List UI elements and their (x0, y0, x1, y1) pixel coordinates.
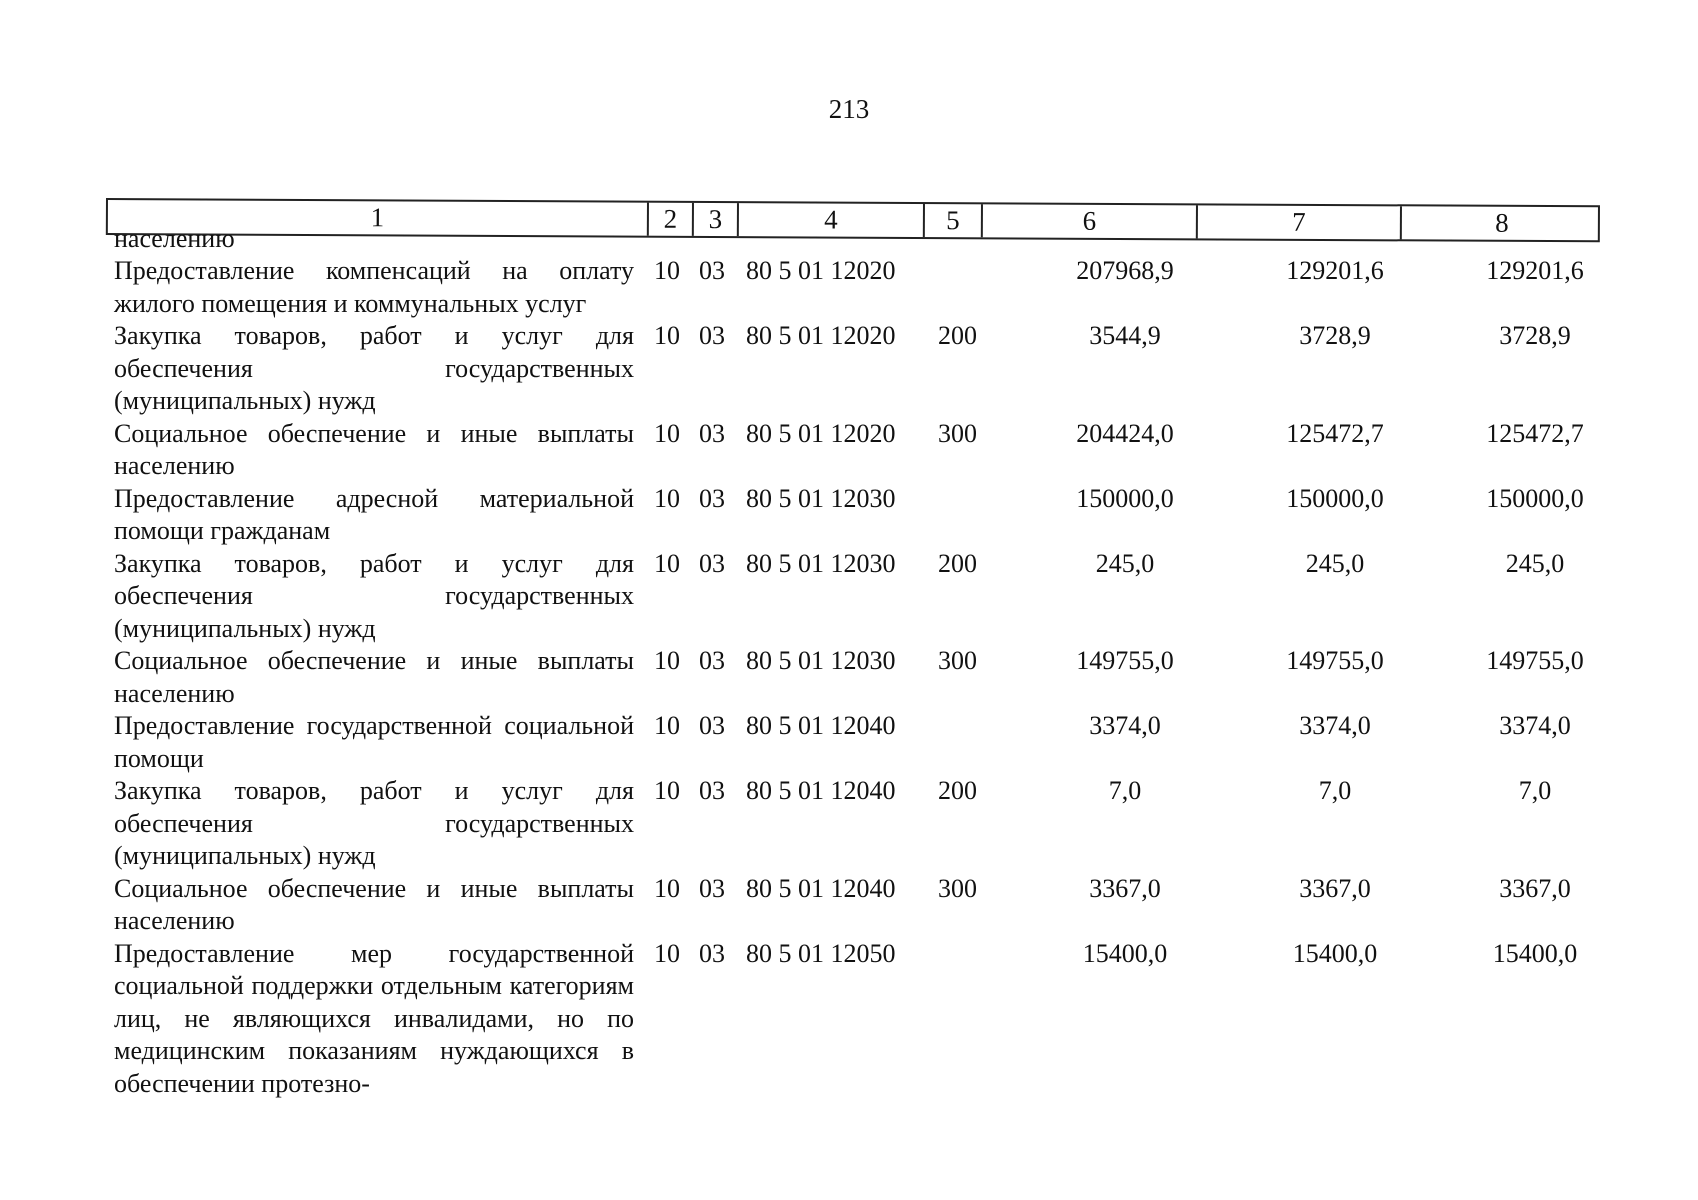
cell-section: 10 (654, 646, 680, 675)
cell-subsection: 03 (699, 548, 725, 578)
table-row (114, 418, 1604, 483)
cell-amount-col6: 3374,0 (1089, 711, 1161, 740)
cell-amount-col7: 3728,9 (1299, 321, 1371, 350)
cell-section: 10 (654, 321, 680, 350)
cell-amount-col6: 204424,0 (1076, 418, 1174, 448)
cell-amount-col8: 245,0 (1505, 548, 1565, 578)
row-description: Предоставление компенсаций на оплату жилого помещения и коммунальных услуг (114, 256, 634, 318)
row-description: Закупка товаров, работ и услуг для обеспечения государственных (муниципальных) нужд (114, 548, 634, 643)
row-description: Закупка товаров, работ и услуг для обеспечения государственных (муниципальных) нужд (114, 321, 634, 415)
cell-amount-col7: 245,0 (1305, 548, 1365, 578)
cell-amount-col6: 149755,0 (1076, 646, 1174, 675)
row-description: Социальное обеспечение и иные выплаты населению (114, 418, 634, 480)
cell-target-code: 80 5 01 12050 (746, 938, 896, 968)
table-row (114, 645, 1604, 710)
row-description: населению (114, 224, 235, 253)
cell-expense-type: 300 (938, 418, 977, 448)
header-col-3: 3 (692, 203, 737, 236)
header-col-1: 1 (370, 202, 385, 233)
cell-target-code: 80 5 01 12040 (746, 776, 896, 805)
cell-subsection: 03 (699, 646, 725, 675)
page-number: 213 (828, 94, 870, 124)
cell-target-code: 80 5 01 12040 (746, 873, 896, 903)
cell-amount-col8: 3367,0 (1499, 873, 1571, 903)
cell-target-code: 80 5 01 12020 (746, 321, 896, 350)
cell-amount-col6: 3367,0 (1089, 873, 1161, 903)
cell-subsection: 03 (699, 483, 725, 513)
cell-amount-col8: 129201,6 (1486, 256, 1584, 285)
cell-amount-col6: 245,0 (1095, 548, 1155, 578)
row-description: Социальное обеспечение и иные выплаты населению (114, 873, 634, 935)
header-col-7: 7 (1196, 205, 1400, 239)
cell-amount-col8: 150000,0 (1486, 483, 1584, 513)
cell-section: 10 (654, 938, 680, 968)
row-description: Предоставление государственной социальной помощи (114, 711, 634, 773)
row-description: Закупка товаров, работ и услуг для обеспечения государственных (муниципальных) нужд (114, 776, 634, 870)
table-row (114, 320, 1604, 418)
cell-section: 10 (654, 873, 680, 903)
row-description: Предоставление адресной материальной помощи гражданам (114, 483, 634, 545)
cell-amount-col6: 3544,9 (1089, 321, 1161, 350)
cell-amount-col6: 150000,0 (1076, 483, 1174, 513)
cell-section: 10 (654, 776, 680, 805)
table-row (114, 775, 1604, 873)
cell-amount-col8: 3728,9 (1499, 321, 1571, 350)
cell-amount-col6: 7,0 (1108, 776, 1142, 805)
cell-subsection: 03 (699, 256, 725, 285)
row-description: Социальное обеспечение и иные выплаты населению (114, 646, 634, 708)
cell-expense-type: 200 (938, 321, 977, 350)
header-col-8: 8 (1400, 206, 1602, 240)
cell-amount-col8: 149755,0 (1486, 646, 1584, 675)
cell-amount-col8: 125472,7 (1486, 418, 1584, 448)
cell-amount-col7: 129201,6 (1286, 256, 1384, 285)
cell-amount-col6: 207968,9 (1076, 256, 1174, 285)
table-row (114, 710, 1604, 775)
cell-amount-col8: 7,0 (1518, 776, 1552, 805)
cell-section: 10 (654, 256, 680, 285)
cell-section: 10 (654, 548, 680, 578)
cell-expense-type: 200 (938, 776, 977, 805)
cell-target-code: 80 5 01 12020 (746, 256, 896, 285)
cell-amount-col6: 15400,0 (1082, 938, 1168, 968)
cell-amount-col7: 149755,0 (1286, 646, 1384, 675)
cell-target-code: 80 5 01 12030 (746, 548, 896, 578)
cell-target-code: 80 5 01 12030 (746, 483, 896, 513)
cell-expense-type: 300 (938, 646, 977, 675)
cell-section: 10 (654, 711, 680, 740)
cell-amount-col8: 15400,0 (1492, 938, 1578, 968)
cell-subsection: 03 (699, 873, 725, 903)
table-body (114, 223, 1604, 1100)
header-col-6: 6 (981, 204, 1196, 238)
cell-section: 10 (654, 483, 680, 513)
table-row (114, 483, 1604, 548)
cell-subsection: 03 (699, 321, 725, 350)
table-row (114, 548, 1604, 646)
table-row (114, 255, 1604, 320)
cell-amount-col7: 7,0 (1318, 776, 1352, 805)
cell-subsection: 03 (699, 938, 725, 968)
cell-expense-type: 200 (938, 548, 977, 578)
header-col-2: 2 (647, 203, 692, 236)
header-col-4: 4 (737, 203, 923, 237)
cell-target-code: 80 5 01 12040 (746, 711, 896, 740)
header-col-5: 5 (923, 204, 981, 237)
cell-amount-col7: 3367,0 (1299, 873, 1371, 903)
cell-amount-col7: 150000,0 (1286, 483, 1384, 513)
cell-amount-col7: 15400,0 (1292, 938, 1378, 968)
cell-target-code: 80 5 01 12020 (746, 418, 896, 448)
cell-amount-col7: 125472,7 (1286, 418, 1384, 448)
cell-subsection: 03 (699, 418, 725, 448)
table-row (114, 873, 1604, 938)
cell-expense-type: 300 (938, 873, 977, 903)
cell-subsection: 03 (699, 711, 725, 740)
table-row (114, 938, 1604, 1101)
cell-amount-col7: 3374,0 (1299, 711, 1371, 740)
cell-amount-col8: 3374,0 (1499, 711, 1571, 740)
cell-section: 10 (654, 418, 680, 448)
table-row-continuation (114, 223, 1604, 255)
row-description: Предоставление мер государственной социальной поддержки отдельным категориям лиц, не являющихся инвалидами, но по медицинским показаниям нуждающихся в обеспечении протезно- (114, 938, 634, 1098)
cell-subsection: 03 (699, 776, 725, 805)
cell-target-code: 80 5 01 12030 (746, 646, 896, 675)
